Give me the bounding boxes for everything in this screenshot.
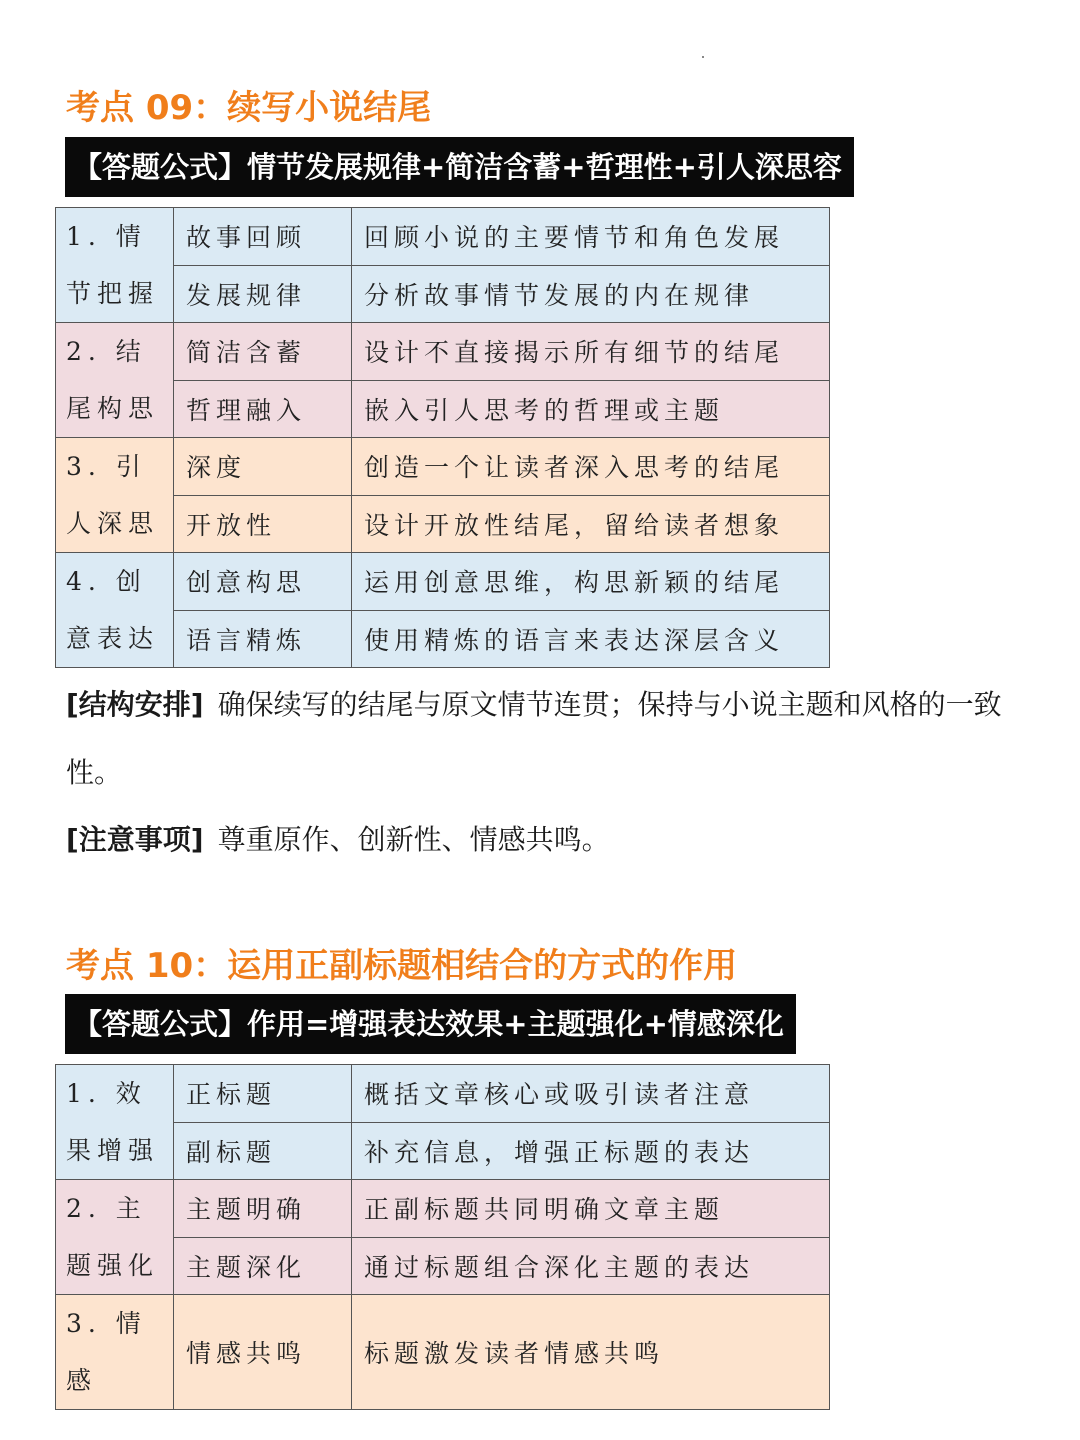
section1-formula-banner: 【答题公式】情节发展规律+简洁含蓄+哲理性+引人深思容 bbox=[65, 137, 854, 197]
table-row bbox=[56, 323, 830, 381]
table-row bbox=[56, 208, 830, 266]
section2-formula-banner: 【答题公式】作用=增强表达效果+主题强化+情感深化 bbox=[65, 994, 796, 1054]
description-cell: 运用创意思维，构思新颖的结尾 bbox=[352, 553, 830, 611]
category-cell: 1. 情节把握 bbox=[56, 208, 174, 323]
description-cell: 创造一个让读者深入思考的结尾 bbox=[352, 438, 830, 496]
section1-title: 考点 09：续写小说结尾 bbox=[66, 88, 432, 128]
description-cell: 设计开放性结尾，留给读者想象 bbox=[352, 495, 830, 553]
description-cell: 概括文章核心或吸引读者注意 bbox=[352, 1065, 830, 1123]
description-cell: 正副标题共同明确文章主题 bbox=[352, 1180, 830, 1238]
item-cell: 语言精炼 bbox=[174, 610, 352, 668]
item-cell: 副标题 bbox=[174, 1122, 352, 1180]
description-cell: 补充信息，增强正标题的表达 bbox=[352, 1122, 830, 1180]
category-cell: 3. 引人深思 bbox=[56, 438, 174, 553]
category-cell: 2. 主题强化 bbox=[56, 1180, 174, 1295]
table-row bbox=[56, 1295, 830, 1410]
table-row bbox=[56, 1065, 830, 1123]
description-cell: 使用精炼的语言来表达深层含义 bbox=[352, 610, 830, 668]
notes-label: [注意事项] bbox=[66, 823, 204, 856]
structure-label: [结构安排] bbox=[66, 688, 204, 721]
structure-paragraph bbox=[66, 671, 1016, 807]
item-cell: 深度 bbox=[174, 438, 352, 496]
category-cell: 4. 创意表达 bbox=[56, 553, 174, 668]
section1-table bbox=[55, 207, 830, 668]
item-cell: 情感共鸣 bbox=[174, 1295, 352, 1410]
section2-table bbox=[55, 1064, 830, 1410]
description-cell: 标题激发读者情感共鸣 bbox=[352, 1295, 830, 1410]
decorative-dot bbox=[702, 56, 704, 58]
notes-paragraph bbox=[66, 806, 1016, 874]
section2-title: 考点 10：运用正副标题相结合的方式的作用 bbox=[66, 946, 738, 986]
category-cell: 3. 情感 bbox=[56, 1295, 174, 1410]
description-cell: 分析故事情节发展的内在规律 bbox=[352, 265, 830, 323]
item-cell: 开放性 bbox=[174, 495, 352, 553]
description-cell: 嵌入引人思考的哲理或主题 bbox=[352, 380, 830, 438]
table-row bbox=[56, 438, 830, 496]
item-cell: 发展规律 bbox=[174, 265, 352, 323]
table-row bbox=[56, 553, 830, 611]
notes-text: 尊重原作、创新性、情感共鸣。 bbox=[217, 823, 610, 856]
item-cell: 故事回顾 bbox=[174, 208, 352, 266]
description-cell: 回顾小说的主要情节和角色发展 bbox=[352, 208, 830, 266]
description-cell: 通过标题组合深化主题的表达 bbox=[352, 1237, 830, 1295]
category-cell: 2. 结尾构思 bbox=[56, 323, 174, 438]
item-cell: 主题深化 bbox=[174, 1237, 352, 1295]
item-cell: 哲理融入 bbox=[174, 380, 352, 438]
item-cell: 简洁含蓄 bbox=[174, 323, 352, 381]
table-row bbox=[56, 1180, 830, 1238]
item-cell: 主题明确 bbox=[174, 1180, 352, 1238]
item-cell: 创意构思 bbox=[174, 553, 352, 611]
description-cell: 设计不直接揭示所有细节的结尾 bbox=[352, 323, 830, 381]
item-cell: 正标题 bbox=[174, 1065, 352, 1123]
category-cell: 1. 效果增强 bbox=[56, 1065, 174, 1180]
structure-text: 确保续写的结尾与原文情节连贯；保持与小说主题和风格的一致性。 bbox=[66, 688, 1002, 789]
